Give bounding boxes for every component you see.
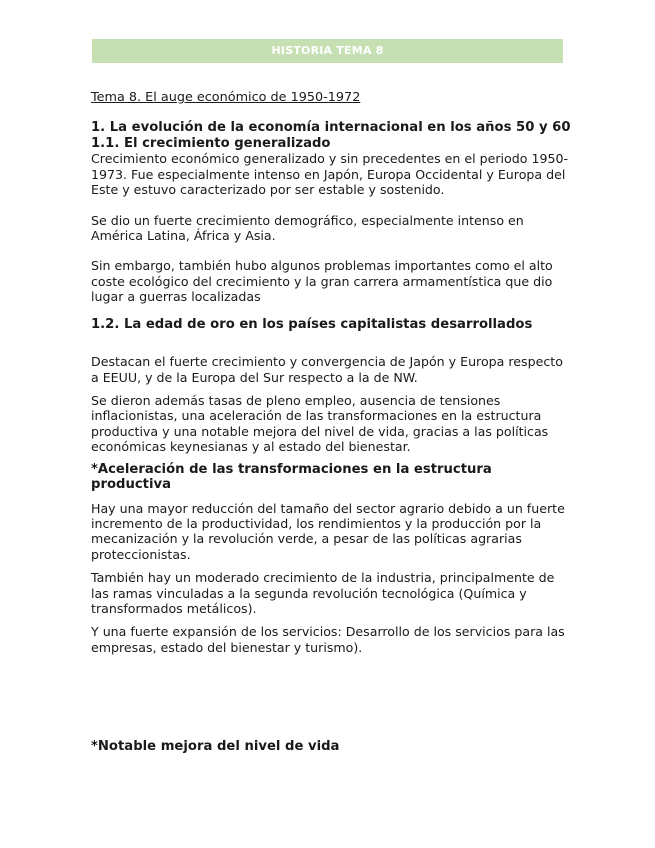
paragraph-industria: También hay un moderado crecimiento de la industria, principalmente de las ramas vinculadas a la segunda revolución tecnológica (Química y transformados metálicos).: [91, 570, 555, 617]
subheading-nivel-de-vida: *Notable mejora del nivel de vida: [91, 739, 340, 755]
section-1-1-heading: 1.1. El crecimiento generalizado: [91, 135, 331, 151]
paragraph-sector-agrario: Hay una mayor reducción del tamaño del sector agrario debido a un fuerte incremento de la productividad, los rendimientos y la producción por la mecanización y la revolución verde, a pesar de las políticas agrarias proteccionistas.: [91, 500, 565, 562]
document-body: [91, 90, 571, 755]
paragraph-servicios: Y una fuerte expansión de los servicios: Desarrollo de los servicios para las empresas, estado del bienestar y turismo).: [91, 624, 565, 655]
section-1-heading: 1. La evolución de la economía internacional en los años 50 y 60: [91, 120, 571, 136]
document-header-bar: HISTORIA TEMA 8: [92, 39, 563, 63]
paragraph-crecimiento-demografico: Se dio un fuerte crecimiento demográfico, especialmente intenso en América Latina, África y Asia.: [91, 212, 524, 244]
section-1-2-heading: 1.2. La edad de oro en los países capitalistas desarrollados: [91, 316, 533, 332]
document-title: Tema 8. El auge económico de 1950-1972: [91, 90, 361, 105]
paragraph-pleno-empleo: Se dieron además tasas de pleno empleo, ausencia de tensiones inflacionistas, una aceleración de las transformaciones en la estructura productiva y una notable mejora del nivel de vida, gracias a las políticas económicas keynesianas y al estado del bienestar.: [91, 392, 549, 455]
paragraph-convergencia: Destacan el fuerte crecimiento y convergencia de Japón y Europa respecto a EEUU, y de la Europa del Sur respecto a la de NW.: [91, 354, 563, 385]
paragraph-crecimiento-generalizado: Crecimiento económico generalizado y sin precedentes en el periodo 1950-1973. Fue especialmente intenso en Japón, Europa Occidental y Europa del Este y estuvo caracterizado por ser estable y sostenido.: [91, 151, 569, 198]
paragraph-problemas: Sin embargo, también hubo algunos problemas importantes como el alto coste ecológico del crecimiento y la gran carrera armamentística que dio lugar a guerras localizadas: [91, 258, 553, 305]
subheading-transformaciones: *Aceleración de las transformaciones en la estructura productiva: [91, 461, 492, 493]
